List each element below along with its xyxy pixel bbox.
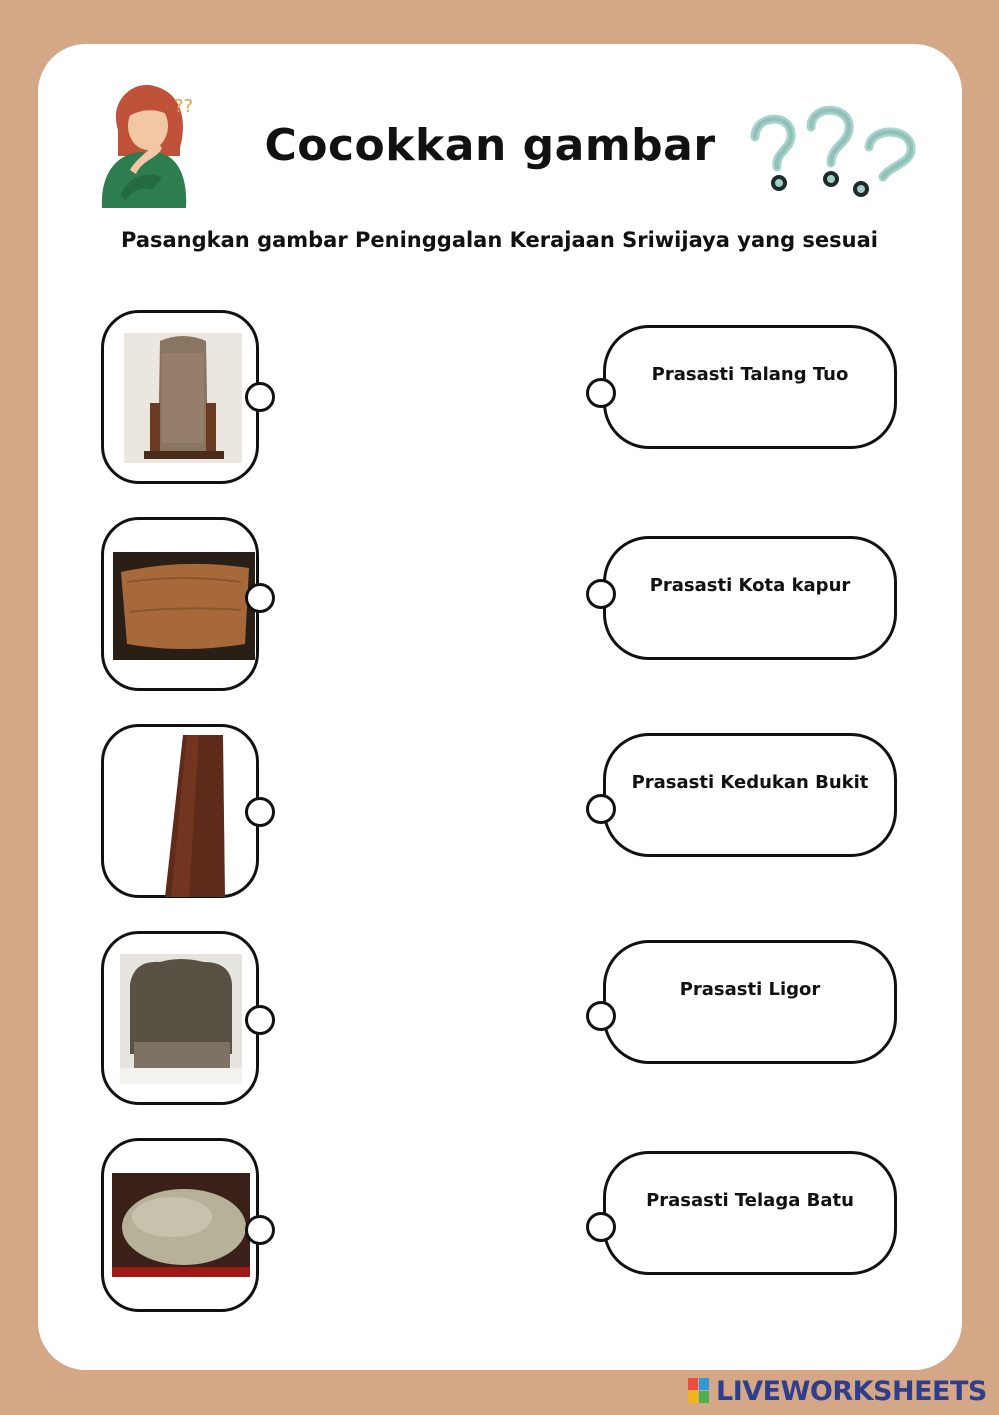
page-title: Cocokkan gambar: [264, 120, 716, 171]
stone-slab-photo: [120, 954, 242, 1084]
option-label: Prasasti Telaga Batu: [646, 1190, 854, 1211]
image-connector-1[interactable]: [245, 382, 275, 412]
image-connector-5[interactable]: [245, 1215, 275, 1245]
image-card-3: [101, 724, 259, 898]
option-connector-5[interactable]: [586, 1212, 616, 1242]
stone-stele-photo: [124, 333, 242, 463]
option-connector-2[interactable]: [586, 579, 616, 609]
svg-text:??: ??: [174, 96, 194, 117]
image-card-5: [101, 1138, 259, 1312]
image-card-2: [101, 517, 259, 691]
boulder-photo: [112, 1173, 250, 1277]
option-card-kota-kapur: [603, 536, 897, 660]
instruction-text: Pasangkan gambar Peninggalan Kerajaan Sriwijaya yang sesuai: [121, 228, 878, 252]
stone-block-photo: [113, 552, 255, 660]
brand-name: LIVEWORKSHEETS: [716, 1375, 987, 1407]
liveworksheets-logo-icon: [688, 1378, 710, 1404]
thinking-girl-illustration: [96, 78, 200, 214]
image-card-1: [101, 310, 259, 484]
option-card-ligor: [603, 940, 897, 1064]
option-card-telaga-batu: [603, 1151, 897, 1275]
option-card-talang-tuo: [603, 325, 897, 449]
image-connector-2[interactable]: [245, 583, 275, 613]
image-card-4: [101, 931, 259, 1105]
question-marks-icon: [745, 105, 925, 201]
image-connector-3[interactable]: [245, 797, 275, 827]
option-label: Prasasti Talang Tuo: [651, 364, 849, 385]
stone-pillar-photo: [159, 733, 231, 899]
option-label: Prasasti Ligor: [679, 979, 821, 1000]
option-label: Prasasti Kedukan Bukit: [631, 772, 869, 793]
option-label: Prasasti Kota kapur: [649, 575, 851, 596]
liveworksheets-brand[interactable]: [688, 1373, 987, 1409]
option-connector-3[interactable]: [586, 794, 616, 824]
option-connector-4[interactable]: [586, 1001, 616, 1031]
option-card-kedukan-bukit: [603, 733, 897, 857]
option-connector-1[interactable]: [586, 378, 616, 408]
image-connector-4[interactable]: [245, 1005, 275, 1035]
